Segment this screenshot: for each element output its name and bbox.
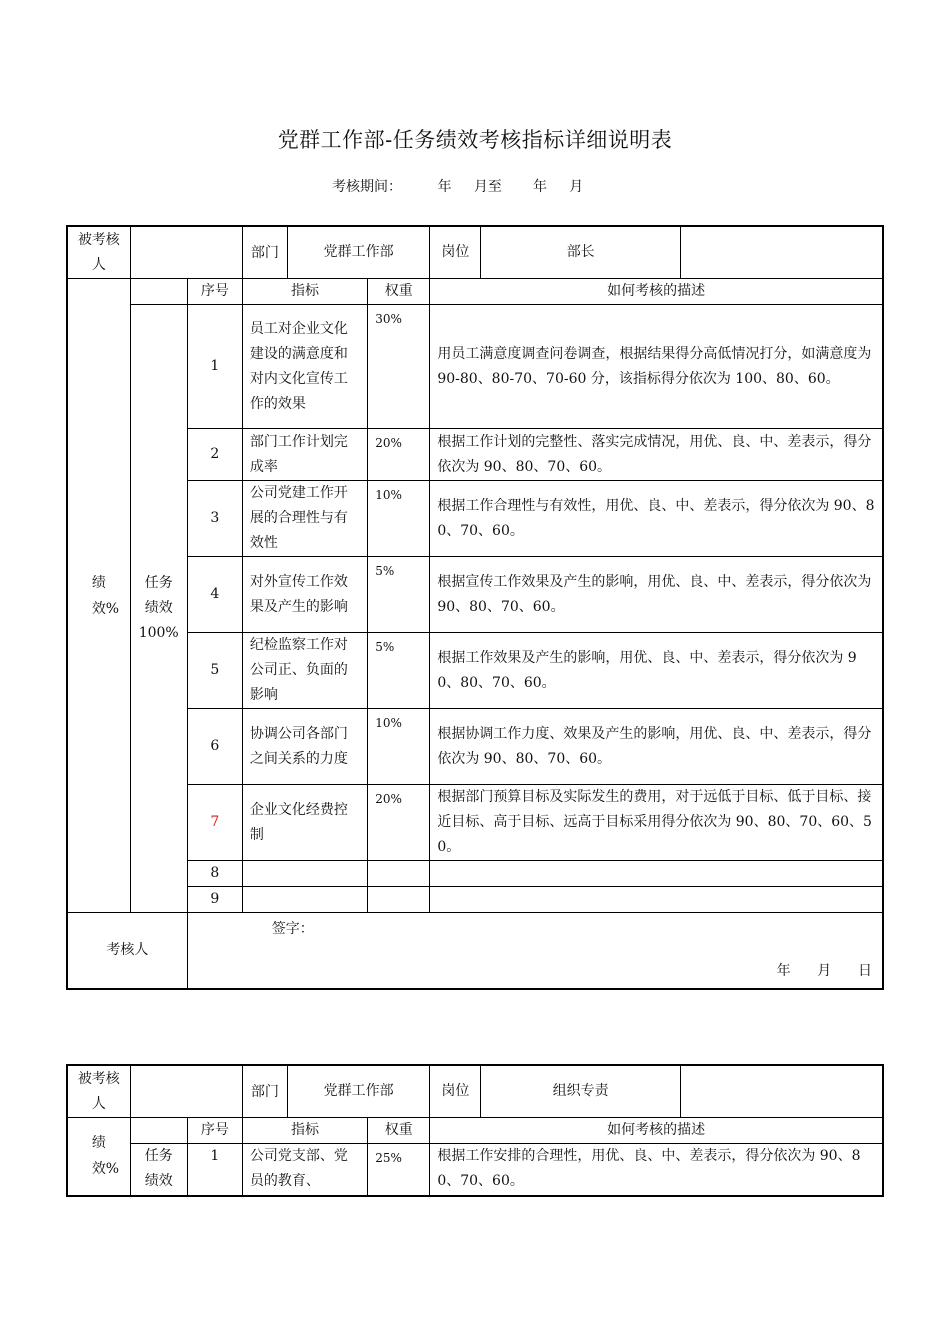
row-weight: 10% xyxy=(368,481,430,557)
post-value: 部长 xyxy=(481,226,680,279)
row-desc: 根据工作安排的合理性，用优、良、中、差表示，得分依次为 90、80、70、60。 xyxy=(430,1144,883,1196)
task-performance-pct: 100% xyxy=(138,625,179,641)
row-seq: 7 xyxy=(187,785,242,861)
row-weight xyxy=(368,887,430,913)
row-desc: 根据部门预算目标及实际发生的费用，对于远低于目标、低于目标、接近目标、高于目标、远高于目标采用得分依次为 90、80、70、60、50。 xyxy=(430,785,883,861)
signature-area[interactable] xyxy=(187,913,883,989)
assessor-label: 考核人 xyxy=(67,913,187,989)
post-label: 岗位 xyxy=(430,226,481,279)
weight-header: 权重 xyxy=(368,1118,430,1144)
row-desc: 用员工满意度调查问卷调查，根据结果得分高低情况打分，如满意度为 90-80、80-70、70-60 分，该指标得分依次为 100、80、60。 xyxy=(430,305,883,429)
post-value: 组织专责 xyxy=(481,1065,680,1118)
row-seq: 9 xyxy=(187,887,242,913)
dept-value: 党群工作部 xyxy=(323,244,394,260)
row-indicator xyxy=(242,887,367,913)
row-indicator: 协调公司各部门之间关系的力度 xyxy=(242,709,367,785)
row-indicator: 部门工作计划完成率 xyxy=(242,429,367,481)
examinee-value[interactable] xyxy=(130,226,242,279)
row-weight: 20% xyxy=(368,785,430,861)
header-empty xyxy=(130,279,187,305)
row-desc: 根据工作合理性与有效性，用优、良、中、差表示，得分依次为 90、80、70、60。 xyxy=(430,481,883,557)
row-desc: 根据宣传工作效果及产生的影响，用优、良、中、差表示，得分依次为 90、80、70、60。 xyxy=(430,557,883,633)
seq-header: 序号 xyxy=(187,279,242,305)
row-seq: 6 xyxy=(187,709,242,785)
task-performance-text: 任务绩效 xyxy=(144,575,173,616)
row-indicator: 纪检监察工作对公司正、负面的影响 xyxy=(242,633,367,709)
row-weight: 5% xyxy=(368,633,430,709)
assessment-period: 考核期间： 年 月至 年 月 xyxy=(332,179,584,195)
assessment-table-1 xyxy=(66,225,884,990)
task-performance-text: 任务绩效 xyxy=(144,1148,173,1190)
signature-label: 签字： xyxy=(271,921,314,937)
examinee-value[interactable] xyxy=(130,1065,242,1118)
row-indicator: 对外宣传工作效果及产生的影响 xyxy=(242,557,367,633)
row-seq: 2 xyxy=(187,429,242,481)
indicator-header: 指标 xyxy=(242,1118,367,1144)
indicator-header: 指标 xyxy=(242,279,367,305)
assessment-table-2 xyxy=(66,1064,884,1197)
dept-label: 部门 xyxy=(243,1066,288,1117)
performance-label xyxy=(67,279,130,913)
row-desc: 根据工作效果及产生的影响，用优、良、中、差表示，得分依次为 90、80、70、60。 xyxy=(430,633,883,709)
task-performance-label xyxy=(130,305,187,913)
header-empty xyxy=(130,1118,187,1144)
row-weight: 20% xyxy=(368,429,430,481)
seq-header: 序号 xyxy=(187,1118,242,1144)
row-seq: 4 xyxy=(187,557,242,633)
row-weight: 30% xyxy=(368,305,430,429)
row-indicator: 公司党支部、党员的教育、 xyxy=(242,1144,367,1196)
row-seq: 8 xyxy=(187,861,242,887)
post-extra-cell xyxy=(680,1065,883,1118)
row-indicator: 员工对企业文化建设的满意度和对内文化宣传工作的效果 xyxy=(242,305,367,429)
desc-header: 如何考核的描述 xyxy=(430,1118,883,1144)
row-weight: 5% xyxy=(368,557,430,633)
row-seq: 1 xyxy=(187,305,242,429)
row-indicator: 公司党建工作开展的合理性与有效性 xyxy=(242,481,367,557)
row-seq: 1 xyxy=(187,1144,242,1196)
row-seq: 3 xyxy=(187,481,242,557)
performance-label xyxy=(67,1118,130,1196)
weight-header: 权重 xyxy=(368,279,430,305)
row-weight: 25% xyxy=(368,1144,430,1196)
row-weight xyxy=(368,861,430,887)
row-desc xyxy=(430,861,883,887)
examinee-label: 被考核人 xyxy=(67,1065,130,1118)
examinee-label: 被考核人 xyxy=(67,226,130,279)
task-performance-label xyxy=(130,1144,187,1196)
desc-header: 如何考核的描述 xyxy=(430,279,883,305)
row-indicator xyxy=(242,861,367,887)
post-extra-cell xyxy=(680,226,883,279)
row-weight: 10% xyxy=(368,709,430,785)
dept-label: 部门 xyxy=(243,227,288,278)
row-desc xyxy=(430,887,883,913)
page-title: 党群工作部-任务绩效考核指标详细说明表 xyxy=(277,128,673,152)
row-desc: 根据工作计划的完整性、落实完成情况，用优、良、中、差表示，得分依次为 90、80、70、60。 xyxy=(430,429,883,481)
performance-label-text: 绩效% xyxy=(91,1135,120,1178)
performance-label-text: 绩效% xyxy=(91,574,120,617)
row-seq: 5 xyxy=(187,633,242,709)
row-indicator: 企业文化经费控制 xyxy=(242,785,367,861)
post-label: 岗位 xyxy=(430,1065,481,1118)
dept-value: 党群工作部 xyxy=(323,1083,394,1099)
row-desc: 根据协调工作力度、效果及产生的影响，用优、良、中、差表示，得分依次为 90、80、70、60。 xyxy=(430,709,883,785)
signature-date: 年 月 日 xyxy=(776,962,872,979)
